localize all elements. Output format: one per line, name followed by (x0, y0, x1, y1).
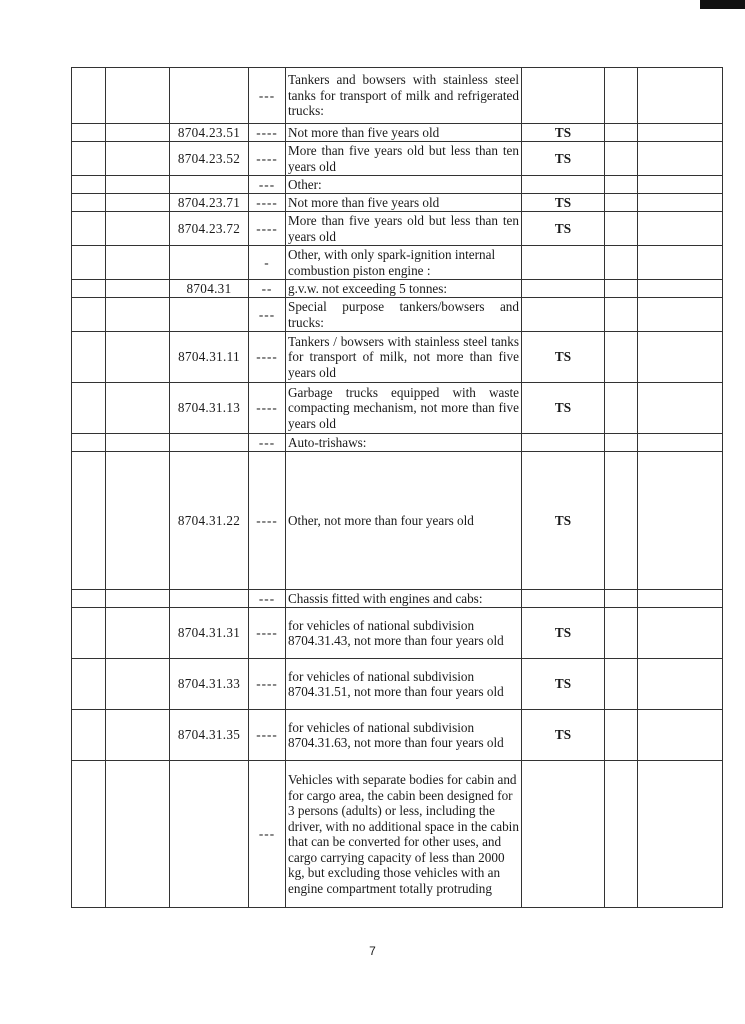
description-cell (286, 659, 522, 710)
blank-cell (605, 194, 638, 212)
description-text: More than five years old but less than ten years old (288, 143, 519, 174)
description-text: Special purpose tankers/bowsers and trucks: (288, 299, 519, 330)
duty-cell: TS (522, 194, 605, 212)
blank-cell (72, 434, 106, 452)
level-dash-cell: -- (249, 280, 286, 298)
duty-cell: TS (522, 452, 605, 590)
blank-cell (605, 434, 638, 452)
blank-cell (72, 280, 106, 298)
blank-cell (638, 280, 723, 298)
blank-cell (72, 659, 106, 710)
blank-cell (605, 761, 638, 908)
description-cell (286, 383, 522, 434)
blank-cell (605, 608, 638, 659)
description-text: Tankers and bowsers with stainless steel tanks for transport of milk and refrigerated trucks: (288, 72, 519, 119)
description-cell (286, 194, 522, 212)
description-text: Not more than five years old (288, 124, 440, 140)
blank-cell (106, 124, 170, 142)
duty-cell (522, 298, 605, 332)
duty-cell: TS (522, 142, 605, 176)
blank-cell (605, 590, 638, 608)
blank-cell (72, 194, 106, 212)
level-dash-cell: --- (249, 590, 286, 608)
blank-cell (638, 142, 723, 176)
duty-cell: TS (522, 212, 605, 246)
duty-cell (522, 246, 605, 280)
duty-cell: TS (522, 608, 605, 659)
level-dash-cell: ---- (249, 142, 286, 176)
description-text: More than five years old but less than ten years old (288, 213, 519, 244)
duty-cell (522, 761, 605, 908)
blank-cell (72, 298, 106, 332)
description-cell (286, 246, 522, 280)
description-text: Not more than five years old (288, 194, 440, 210)
blank-cell (106, 659, 170, 710)
blank-cell (72, 608, 106, 659)
blank-cell (638, 246, 723, 280)
blank-cell (106, 608, 170, 659)
level-dash-cell: --- (249, 176, 286, 194)
level-dash-cell: ---- (249, 194, 286, 212)
duty-cell: TS (522, 332, 605, 383)
table-row (72, 212, 723, 246)
table-row (72, 710, 723, 761)
blank-cell (72, 246, 106, 280)
level-dash-cell: ---- (249, 332, 286, 383)
hs-code-cell (170, 434, 249, 452)
level-dash-cell: ---- (249, 212, 286, 246)
blank-cell (106, 383, 170, 434)
hs-code-cell: 8704.23.51 (170, 124, 249, 142)
blank-cell (638, 761, 723, 908)
description-cell (286, 176, 522, 194)
blank-cell (72, 212, 106, 246)
blank-cell (72, 142, 106, 176)
description-text: Other, not more than four years old (288, 512, 474, 528)
blank-cell (638, 124, 723, 142)
blank-cell (605, 332, 638, 383)
table-row (72, 659, 723, 710)
blank-cell (106, 212, 170, 246)
hs-code-cell: 8704.31 (170, 280, 249, 298)
level-dash-cell: ---- (249, 608, 286, 659)
blank-cell (605, 176, 638, 194)
blank-cell (638, 590, 723, 608)
description-cell (286, 212, 522, 246)
duty-cell: TS (522, 659, 605, 710)
description-text: Vehicles with separate bodies for cabin and for cargo area, the cabin been designed for 3 persons (adults) or less, including the driver, with no additional space in the cabin that can be converted for other uses, and cargo carrying capacity of less than 2000 kg, but excluding those vehicles with an engine compartment totally protruding (288, 772, 519, 896)
description-cell (286, 761, 522, 908)
hs-code-cell: 8704.23.52 (170, 142, 249, 176)
blank-cell (605, 142, 638, 176)
level-dash-cell: --- (249, 434, 286, 452)
description-text: Tankers / bowsers with stainless steel tanks for transport of milk, not more than five years old (288, 333, 519, 380)
table-row (72, 590, 723, 608)
table-row (72, 124, 723, 142)
description-cell (286, 608, 522, 659)
table-row (72, 176, 723, 194)
hs-code-cell: 8704.31.33 (170, 659, 249, 710)
blank-cell (605, 246, 638, 280)
blank-cell (605, 383, 638, 434)
blank-cell (605, 659, 638, 710)
table-row (72, 383, 723, 434)
description-text: Garbage trucks equipped with waste compacting mechanism, not more than five years old (288, 384, 519, 431)
duty-cell (522, 68, 605, 124)
description-text: Other, with only spark-ignition internal combustion piston engine : (288, 247, 496, 278)
level-dash-cell: --- (249, 761, 286, 908)
table-row (72, 194, 723, 212)
table-row (72, 298, 723, 332)
duty-cell (522, 590, 605, 608)
page-number: 7 (369, 944, 376, 958)
hs-code-cell (170, 761, 249, 908)
hs-code-cell (170, 590, 249, 608)
table-row (72, 68, 723, 124)
blank-cell (72, 590, 106, 608)
blank-cell (605, 68, 638, 124)
description-cell (286, 332, 522, 383)
blank-cell (106, 298, 170, 332)
hs-code-cell (170, 298, 249, 332)
description-cell (286, 68, 522, 124)
blank-cell (72, 452, 106, 590)
table-row (72, 434, 723, 452)
blank-cell (638, 452, 723, 590)
blank-cell (72, 176, 106, 194)
blank-cell (106, 194, 170, 212)
hs-code-cell: 8704.31.22 (170, 452, 249, 590)
blank-cell (72, 383, 106, 434)
hs-code-cell: 8704.31.35 (170, 710, 249, 761)
table-row (72, 608, 723, 659)
description-text: Auto-trishaws: (288, 434, 367, 450)
blank-cell (638, 298, 723, 332)
tariff-table (71, 67, 723, 908)
blank-cell (638, 383, 723, 434)
level-dash-cell: ---- (249, 383, 286, 434)
table-row (72, 761, 723, 908)
blank-cell (605, 124, 638, 142)
blank-cell (106, 142, 170, 176)
blank-cell (638, 68, 723, 124)
blank-cell (106, 452, 170, 590)
blank-cell (638, 608, 723, 659)
blank-cell (638, 332, 723, 383)
blank-cell (106, 710, 170, 761)
blank-cell (106, 280, 170, 298)
blank-cell (638, 194, 723, 212)
hs-code-cell: 8704.31.31 (170, 608, 249, 659)
hs-code-cell (170, 68, 249, 124)
level-dash-cell: --- (249, 298, 286, 332)
blank-cell (106, 246, 170, 280)
level-dash-cell: ---- (249, 124, 286, 142)
description-text: Other: (288, 176, 322, 192)
blank-cell (605, 298, 638, 332)
description-cell (286, 590, 522, 608)
hs-code-cell: 8704.23.71 (170, 194, 249, 212)
duty-cell: TS (522, 124, 605, 142)
description-cell (286, 280, 522, 298)
description-cell (286, 298, 522, 332)
blank-cell (106, 176, 170, 194)
description-cell (286, 434, 522, 452)
table-row (72, 246, 723, 280)
tariff-table-body (72, 68, 723, 908)
description-text: g.v.w. not exceeding 5 tonnes: (288, 280, 448, 296)
duty-cell: TS (522, 383, 605, 434)
level-dash-cell: - (249, 246, 286, 280)
table-row (72, 452, 723, 590)
duty-cell (522, 434, 605, 452)
blank-cell (72, 332, 106, 383)
blank-cell (638, 212, 723, 246)
level-dash-cell: ---- (249, 710, 286, 761)
hs-code-cell (170, 176, 249, 194)
hs-code-cell: 8704.31.11 (170, 332, 249, 383)
blank-cell (72, 68, 106, 124)
description-text: for vehicles of national subdivision 8704.31.43, not more than four years old (288, 617, 504, 648)
scan-corner-mark (700, 0, 745, 9)
blank-cell (72, 124, 106, 142)
description-text: for vehicles of national subdivision 8704.31.63, not more than four years old (288, 719, 504, 750)
hs-code-cell: 8704.23.72 (170, 212, 249, 246)
level-dash-cell: --- (249, 68, 286, 124)
level-dash-cell: ---- (249, 452, 286, 590)
blank-cell (605, 212, 638, 246)
level-dash-cell: ---- (249, 659, 286, 710)
blank-cell (605, 710, 638, 761)
duty-cell (522, 176, 605, 194)
blank-cell (106, 332, 170, 383)
blank-cell (638, 434, 723, 452)
blank-cell (605, 452, 638, 590)
blank-cell (605, 280, 638, 298)
blank-cell (72, 761, 106, 908)
blank-cell (106, 761, 170, 908)
blank-cell (638, 176, 723, 194)
description-cell (286, 452, 522, 590)
blank-cell (638, 659, 723, 710)
description-cell (286, 142, 522, 176)
blank-cell (72, 710, 106, 761)
hs-code-cell: 8704.31.13 (170, 383, 249, 434)
table-row (72, 280, 723, 298)
duty-cell: TS (522, 710, 605, 761)
blank-cell (106, 590, 170, 608)
blank-cell (106, 68, 170, 124)
table-row (72, 332, 723, 383)
blank-cell (638, 710, 723, 761)
table-row (72, 142, 723, 176)
duty-cell (522, 280, 605, 298)
description-text: Chassis fitted with engines and cabs: (288, 590, 483, 606)
description-cell (286, 710, 522, 761)
blank-cell (106, 434, 170, 452)
description-text: for vehicles of national subdivision 8704.31.51, not more than four years old (288, 668, 504, 699)
hs-code-cell (170, 246, 249, 280)
description-cell (286, 124, 522, 142)
